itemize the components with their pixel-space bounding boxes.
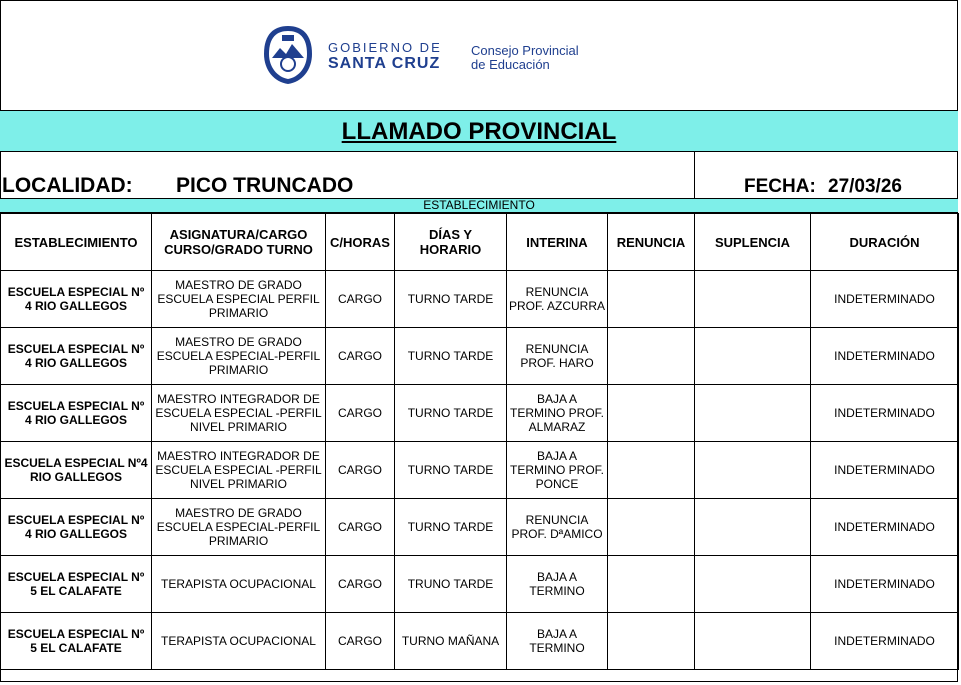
cell-asignatura: TERAPISTA OCUPACIONAL <box>152 556 326 613</box>
cell-duracion: INDETERMINADO <box>811 271 959 328</box>
cell-asignatura: MAESTRO DE GRADO ESCUELA ESPECIAL-PERFIL PRIMARIO <box>152 328 326 385</box>
cell-establecimiento: ESCUELA ESPECIAL Nº 4 RIO GALLEGOS <box>1 385 152 442</box>
cell-horario: TURNO TARDE <box>395 328 507 385</box>
col-header-asignatura: ASIGNATURA/CARGO CURSO/GRADO TURNO <box>152 214 326 271</box>
cell-horas: CARGO <box>326 385 395 442</box>
cell-renuncia <box>608 499 695 556</box>
cell-establecimiento: ESCUELA ESPECIAL Nº 4 RIO GALLEGOS <box>1 499 152 556</box>
provincial-seal-icon <box>262 24 314 86</box>
localidad-value: PICO TRUNCADO <box>176 174 354 197</box>
cell-establecimiento: ESCUELA ESPECIAL Nº 5 EL CALAFATE <box>1 556 152 613</box>
cell-renuncia <box>608 556 695 613</box>
cell-horario: TURNO TARDE <box>395 385 507 442</box>
col-header-interina: INTERINA <box>507 214 608 271</box>
cell-asignatura: MAESTRO DE GRADO ESCUELA ESPECIAL-PERFIL PRIMARIO <box>152 499 326 556</box>
table-row <box>1 328 959 385</box>
cell-establecimiento: ESCUELA ESPECIAL Nº 5 EL CALAFATE <box>1 613 152 670</box>
cell-horario: TRUNO TARDE <box>395 556 507 613</box>
cell-interina: BAJA A TERMINO PROF. ALMARAZ <box>507 385 608 442</box>
table-row <box>1 442 959 499</box>
table-row <box>1 499 959 556</box>
cell-duracion: INDETERMINADO <box>811 499 959 556</box>
cell-renuncia <box>608 442 695 499</box>
cell-suplencia <box>695 328 811 385</box>
cell-renuncia <box>608 385 695 442</box>
localidad-divider <box>694 152 695 199</box>
col-header-horas: C/HORAS <box>326 214 395 271</box>
cell-asignatura: MAESTRO INTEGRADOR DE ESCUELA ESPECIAL -PERFIL NIVEL PRIMARIO <box>152 385 326 442</box>
cell-establecimiento: ESCUELA ESPECIAL Nº 4 RIO GALLEGOS <box>1 328 152 385</box>
cell-horas: CARGO <box>326 613 395 670</box>
col-header-establecimiento: ESTABLECIMIENTO <box>1 214 152 271</box>
cell-suplencia <box>695 556 811 613</box>
col-header-suplencia: SUPLENCIA <box>695 214 811 271</box>
col-header-renuncia: RENUNCIA <box>608 214 695 271</box>
cell-duracion: INDETERMINADO <box>811 328 959 385</box>
gobierno-line1: GOBIERNO DE <box>328 40 442 55</box>
cell-horas: CARGO <box>326 328 395 385</box>
title-bar <box>0 111 958 152</box>
cell-establecimiento: ESCUELA ESPECIAL Nº4 RIO GALLEGOS <box>1 442 152 499</box>
cell-interina: BAJA A TERMINO <box>507 613 608 670</box>
llamado-table <box>0 213 959 670</box>
cell-suplencia <box>695 613 811 670</box>
consejo-line1: Consejo Provincial <box>471 43 579 58</box>
cell-suplencia <box>695 499 811 556</box>
cell-interina: RENUNCIA PROF. DªAMICO <box>507 499 608 556</box>
cell-renuncia <box>608 328 695 385</box>
cell-horas: CARGO <box>326 499 395 556</box>
cell-suplencia <box>695 385 811 442</box>
table-row <box>1 385 959 442</box>
localidad-row <box>0 152 958 199</box>
table-row <box>1 613 959 670</box>
cell-asignatura: TERAPISTA OCUPACIONAL <box>152 613 326 670</box>
cell-establecimiento: ESCUELA ESPECIAL Nº 4 RIO GALLEGOS <box>1 271 152 328</box>
fecha-value: 27/03/26 <box>828 176 902 197</box>
cell-interina: BAJA A TERMINO <box>507 556 608 613</box>
consejo-line2: de Educación <box>471 57 550 72</box>
cell-interina: BAJA A TERMINO PROF. PONCE <box>507 442 608 499</box>
col-header-duracion: DURACIÓN <box>811 214 959 271</box>
cell-renuncia <box>608 271 695 328</box>
table-row <box>1 556 959 613</box>
cell-suplencia <box>695 442 811 499</box>
cell-horario: TURNO MAÑANA <box>395 613 507 670</box>
cell-renuncia <box>608 613 695 670</box>
gobierno-line2: SANTA CRUZ <box>328 55 441 72</box>
localidad-label: LOCALIDAD: <box>2 174 133 197</box>
col-header-horario: DÍAS Y HORARIO <box>395 214 507 271</box>
cell-asignatura: MAESTRO INTEGRADOR DE ESCUELA ESPECIAL -PERFIL NIVEL PRIMARIO <box>152 442 326 499</box>
establecimiento-band: ESTABLECIMIENTO <box>0 199 958 213</box>
fecha-label: FECHA: <box>744 176 816 197</box>
cell-horario: TURNO TARDE <box>395 442 507 499</box>
page-title: LLAMADO PROVINCIAL <box>341 118 617 145</box>
cell-interina: RENUNCIA PROF. AZCURRA <box>507 271 608 328</box>
cell-horas: CARGO <box>326 271 395 328</box>
document-header <box>0 0 958 111</box>
cell-duracion: INDETERMINADO <box>811 442 959 499</box>
cell-interina: RENUNCIA PROF. HARO <box>507 328 608 385</box>
table-header-row <box>1 214 959 271</box>
cell-suplencia <box>695 271 811 328</box>
cell-horario: TURNO TARDE <box>395 271 507 328</box>
cell-duracion: INDETERMINADO <box>811 613 959 670</box>
cell-duracion: INDETERMINADO <box>811 556 959 613</box>
cell-asignatura: MAESTRO DE GRADO ESCUELA ESPECIAL PERFIL PRIMARIO <box>152 271 326 328</box>
cell-horas: CARGO <box>326 556 395 613</box>
cell-duracion: INDETERMINADO <box>811 385 959 442</box>
cell-horas: CARGO <box>326 442 395 499</box>
table-row <box>1 271 959 328</box>
cell-horario: TURNO TARDE <box>395 499 507 556</box>
